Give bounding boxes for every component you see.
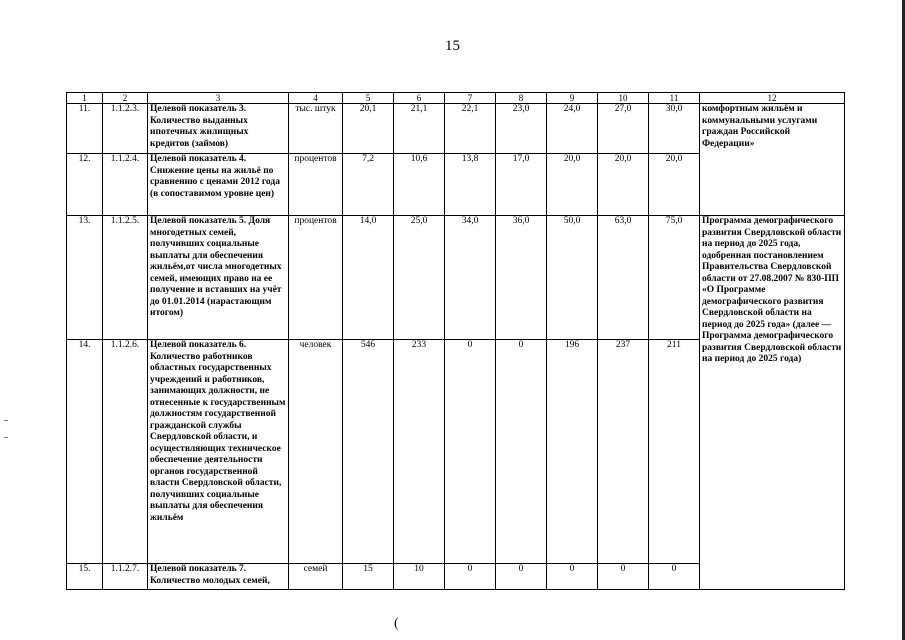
column-header: 12 bbox=[700, 93, 845, 104]
row-value: 0 bbox=[496, 340, 547, 564]
row-unit: тыс. штук bbox=[289, 104, 343, 154]
row-value: 15 bbox=[343, 564, 394, 590]
row-value: 10 bbox=[394, 564, 445, 590]
row-value: 24,0 bbox=[547, 104, 598, 154]
row-value: 17,0 bbox=[496, 154, 547, 216]
row-value: 50,0 bbox=[547, 216, 598, 340]
row-value: 20,1 bbox=[343, 104, 394, 154]
row-description: Целевой показатель 7. Количество молодых семей, bbox=[148, 564, 289, 590]
row-description: Целевой показатель 5. Доля многодетных семей, получивших социальные выплаты для обеспечения жильём,от числа многодетных семей, имеющих право на ее получение и вставших на учёт до 01.01.2014 (нарастающим итогом) bbox=[148, 216, 289, 340]
page-number: 15 bbox=[445, 38, 460, 54]
row-value: 0 bbox=[547, 564, 598, 590]
row-code: 1.1.2.3. bbox=[103, 104, 148, 154]
row-code: 1.1.2.4. bbox=[103, 154, 148, 216]
column-header: 9 bbox=[547, 93, 598, 104]
row-code: 1.1.2.5. bbox=[103, 216, 148, 340]
row-value: 0 bbox=[649, 564, 700, 590]
row-value: 0 bbox=[445, 340, 496, 564]
row-value: 546 bbox=[343, 340, 394, 564]
header-row bbox=[67, 93, 845, 104]
row-value: 0 bbox=[496, 564, 547, 590]
column-header: 11 bbox=[649, 93, 700, 104]
scan-mark bbox=[4, 437, 8, 438]
scan-mark bbox=[4, 420, 8, 421]
table-row bbox=[67, 104, 845, 154]
row-unit: процентов bbox=[289, 154, 343, 216]
row-number: 14. bbox=[67, 340, 103, 564]
indicators-table bbox=[66, 92, 845, 590]
row-unit: человек bbox=[289, 340, 343, 564]
row-value: 63,0 bbox=[598, 216, 649, 340]
row-value: 0 bbox=[598, 564, 649, 590]
column-header: 10 bbox=[598, 93, 649, 104]
table-row bbox=[67, 216, 845, 340]
row-unit: семей bbox=[289, 564, 343, 590]
row-value: 211 bbox=[649, 340, 700, 564]
row-value: 10,6 bbox=[394, 154, 445, 216]
column-header: 4 bbox=[289, 93, 343, 104]
column-header: 1 bbox=[67, 93, 103, 104]
bottom-mark: ( bbox=[394, 616, 399, 631]
row-code: 1.1.2.6. bbox=[103, 340, 148, 564]
row-value: 34,0 bbox=[445, 216, 496, 340]
row-value: 25,0 bbox=[394, 216, 445, 340]
row-value: 0 bbox=[445, 564, 496, 590]
row-description: Целевой показатель 3. Количество выданных ипотечных жилищных кредитов (займов) bbox=[148, 104, 289, 154]
row-description: Целевой показатель 6. Количество работников областных государственных учреждений и работников, занимающих должности, не отнесенные к государственным должностям государственной гражданской службы Свердловской области, и осуществляющих техническое обеспечение деятельности органов государственной власти Свердловской области, получивших социальные выплаты для обеспечения жильём bbox=[148, 340, 289, 564]
row-value: 7,2 bbox=[343, 154, 394, 216]
row-value: 20,0 bbox=[649, 154, 700, 216]
row-value: 22,1 bbox=[445, 104, 496, 154]
row-unit: процентов bbox=[289, 216, 343, 340]
row-value: 27,0 bbox=[598, 104, 649, 154]
column-header: 2 bbox=[103, 93, 148, 104]
note-cell: комфортным жильём и коммунальными услугами граждан Российской Федерации» bbox=[700, 104, 845, 216]
column-header: 3 bbox=[148, 93, 289, 104]
row-value: 21,1 bbox=[394, 104, 445, 154]
row-number: 11. bbox=[67, 104, 103, 154]
row-value: 237 bbox=[598, 340, 649, 564]
row-value: 196 bbox=[547, 340, 598, 564]
row-value: 36,0 bbox=[496, 216, 547, 340]
column-header: 6 bbox=[394, 93, 445, 104]
row-value: 233 bbox=[394, 340, 445, 564]
row-number: 12. bbox=[67, 154, 103, 216]
column-header: 7 bbox=[445, 93, 496, 104]
row-value: 23,0 bbox=[496, 104, 547, 154]
row-code: 1.1.2.7. bbox=[103, 564, 148, 590]
row-value: 75,0 bbox=[649, 216, 700, 340]
row-value: 20,0 bbox=[547, 154, 598, 216]
column-header: 5 bbox=[343, 93, 394, 104]
row-value: 13,8 bbox=[445, 154, 496, 216]
row-number: 13. bbox=[67, 216, 103, 340]
row-number: 15. bbox=[67, 564, 103, 590]
column-header: 8 bbox=[496, 93, 547, 104]
row-value: 14,0 bbox=[343, 216, 394, 340]
row-description: Целевой показатель 4. Снижение цены на жильё по сравнению с ценами 2012 года (в сопоставимом уровне цен) bbox=[148, 154, 289, 216]
row-value: 20,0 bbox=[598, 154, 649, 216]
note-cell: Программа демографического развития Свердловской области на период до 2025 года, одобренная постановлением Правительства Свердловской области от 27.08.2007 № 830-ПП «О Программе демографического развития Свердловской области на период до 2025 года» (далее — Программа демографического развития Свердловской области на период до 2025 года) bbox=[700, 216, 845, 590]
row-value: 30,0 bbox=[649, 104, 700, 154]
